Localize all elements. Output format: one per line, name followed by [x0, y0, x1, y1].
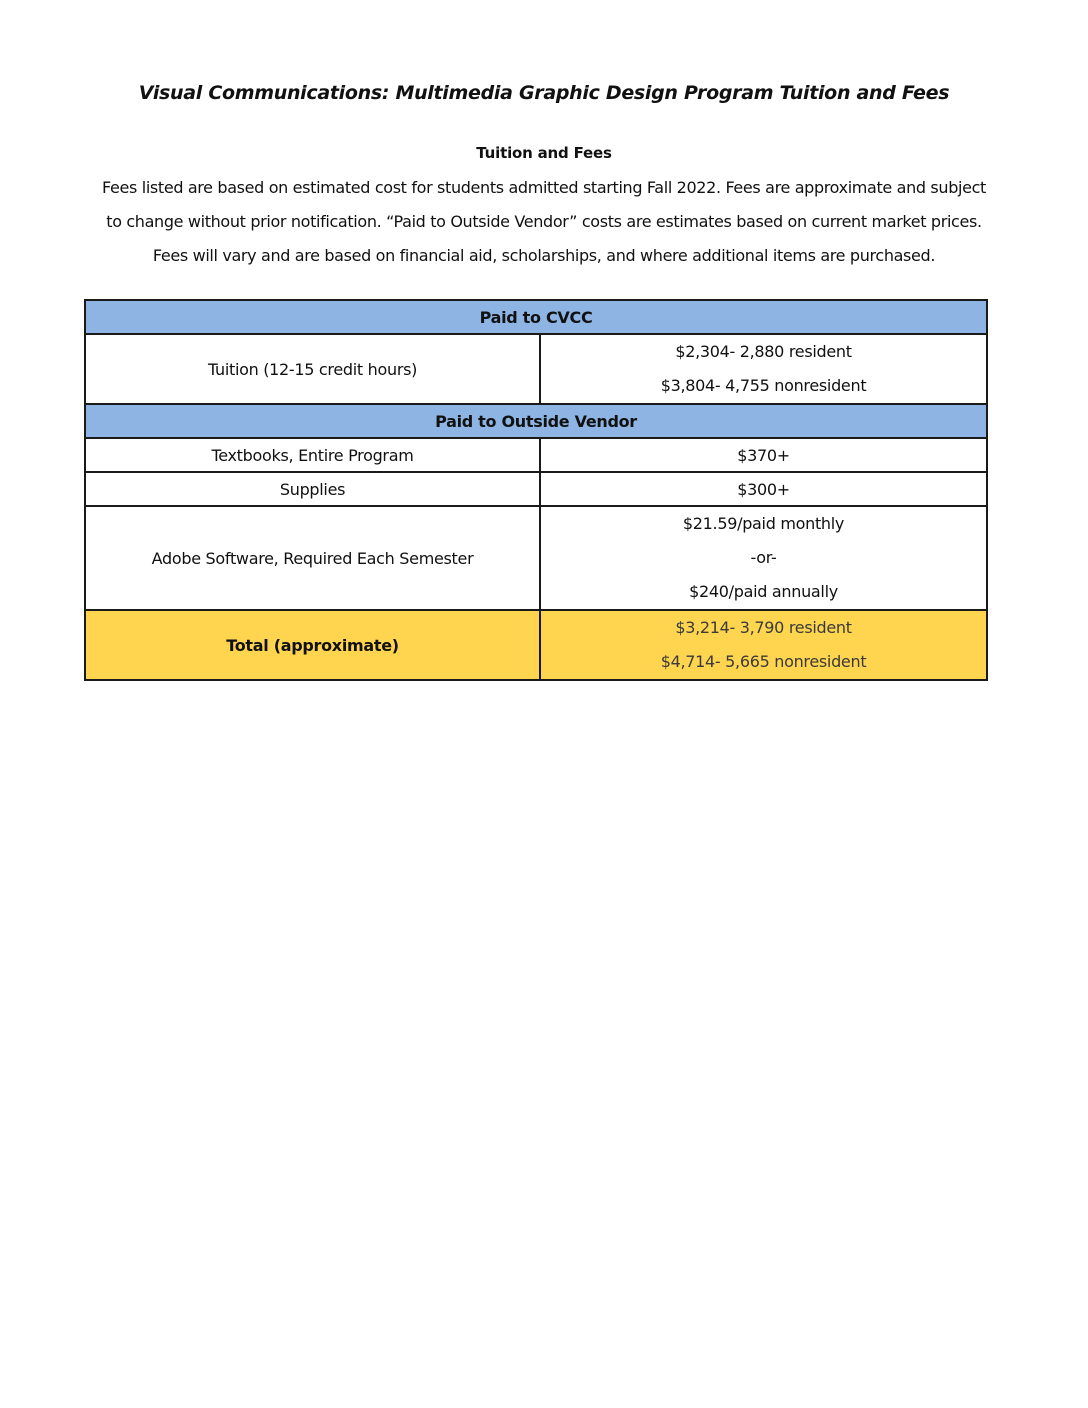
- supplies-value: $300+: [540, 472, 987, 506]
- section-row-vendor: [85, 404, 987, 438]
- intro-line: to change without prior notification. “Paid to Outside Vendor” costs are estimates based on current market prices.: [106, 212, 982, 231]
- table-row-total: [85, 610, 987, 680]
- supplies-label: Supplies: [85, 472, 540, 506]
- tuition-label: Tuition (12-15 credit hours): [85, 334, 540, 404]
- section-row-cvcc: [85, 300, 987, 334]
- adobe-or: -or-: [750, 548, 777, 567]
- section-subtitle: Tuition and Fees: [476, 144, 612, 162]
- adobe-label: Adobe Software, Required Each Semester: [85, 506, 540, 610]
- adobe-value: [540, 506, 987, 610]
- document-title: Visual Communications: Multimedia Graphic Design Program Tuition and Fees: [138, 82, 950, 104]
- table-row-tuition: [85, 334, 987, 404]
- table-row-textbooks: [85, 438, 987, 472]
- textbooks-value: $370+: [540, 438, 987, 472]
- section-header-cvcc: Paid to CVCC: [85, 300, 987, 334]
- tuition-value: [540, 334, 987, 404]
- intro-line: Fees will vary and are based on financial aid, scholarships, and where additional items are purchased.: [152, 246, 936, 265]
- total-nonresident: $4,714- 5,665 nonresident: [660, 652, 867, 671]
- table-row-adobe: [85, 506, 987, 610]
- tuition-nonresident: $3,804- 4,755 nonresident: [660, 376, 867, 395]
- total-resident: $3,214- 3,790 resident: [675, 618, 852, 637]
- table-row-supplies: [85, 472, 987, 506]
- fees-table: [84, 299, 988, 681]
- total-value: [540, 610, 987, 680]
- textbooks-label: Textbooks, Entire Program: [85, 438, 540, 472]
- intro-paragraph: [44, 171, 1044, 273]
- adobe-monthly: $21.59/paid monthly: [682, 514, 845, 533]
- adobe-annually: $240/paid annually: [689, 582, 838, 601]
- tuition-resident: $2,304- 2,880 resident: [675, 342, 852, 361]
- section-header-vendor: Paid to Outside Vendor: [85, 404, 987, 438]
- intro-line: Fees listed are based on estimated cost for students admitted starting Fall 2022. Fees are approximate and subject: [102, 178, 986, 197]
- total-label: Total (approximate): [85, 610, 540, 680]
